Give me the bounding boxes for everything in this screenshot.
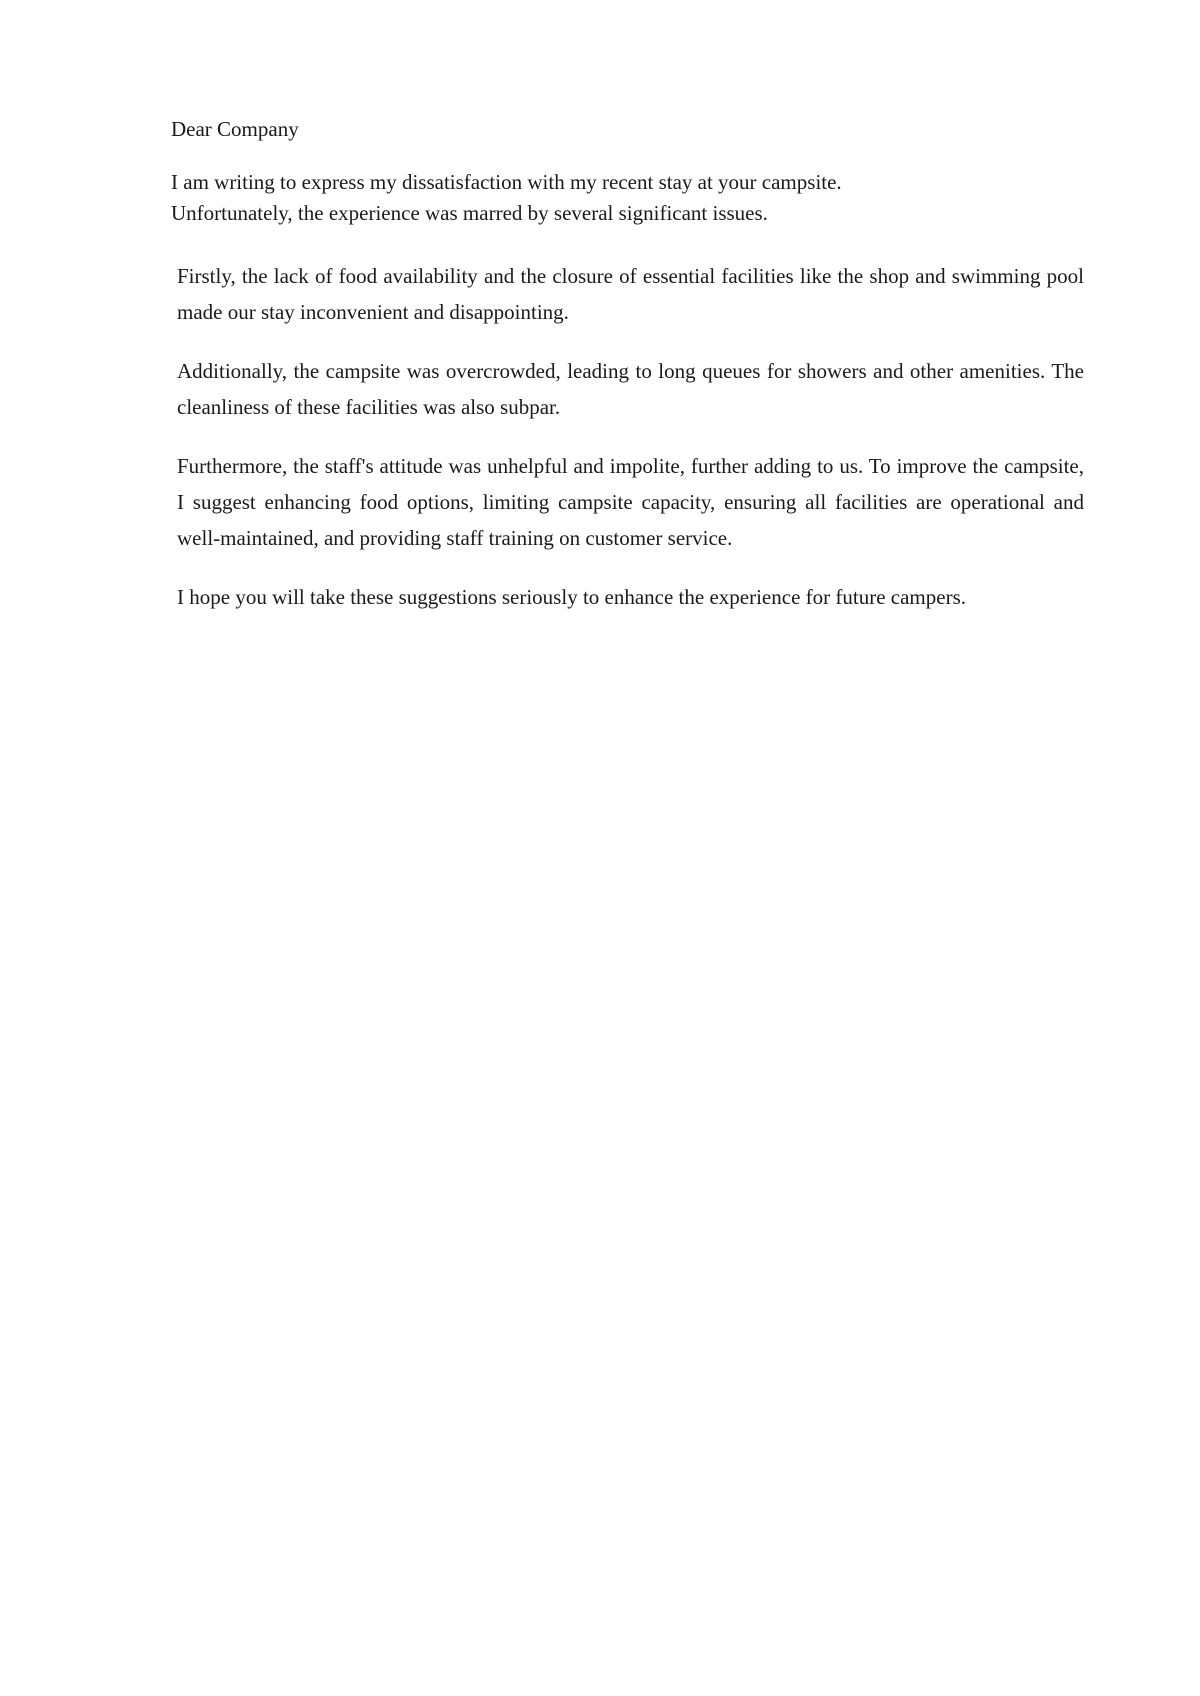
paragraph-facilities: Firstly, the lack of food availability and the closure of essential facilities like the shop and swimming pool made our stay inconvenient and disappointing.: [177, 264, 1084, 324]
intro-paragraph: [171, 167, 1071, 229]
paragraph-overcrowding: Additionally, the campsite was overcrowded, leading to long queues for showers and other amenities. The cleanliness of these facilities was also subpar.: [177, 359, 1084, 419]
intro-line: I am writing to express my dissatisfaction with my recent stay at your campsite.: [171, 170, 842, 194]
paragraph-staff-suggestions: Furthermore, the staff's attitude was unhelpful and impolite, further adding to us. To improve the campsite, I suggest enhancing food options, limiting campsite capacity, ensuring all facilities are operational and well-maintained, and providing staff training on customer service.: [177, 454, 1084, 550]
paragraph-closing: I hope you will take these suggestions seriously to enhance the experience for future campers.: [177, 585, 966, 609]
intro-line: Unfortunately, the experience was marred by several significant issues.: [171, 201, 768, 225]
salutation: Dear Company: [171, 117, 299, 141]
letter-body: [177, 258, 1084, 638]
